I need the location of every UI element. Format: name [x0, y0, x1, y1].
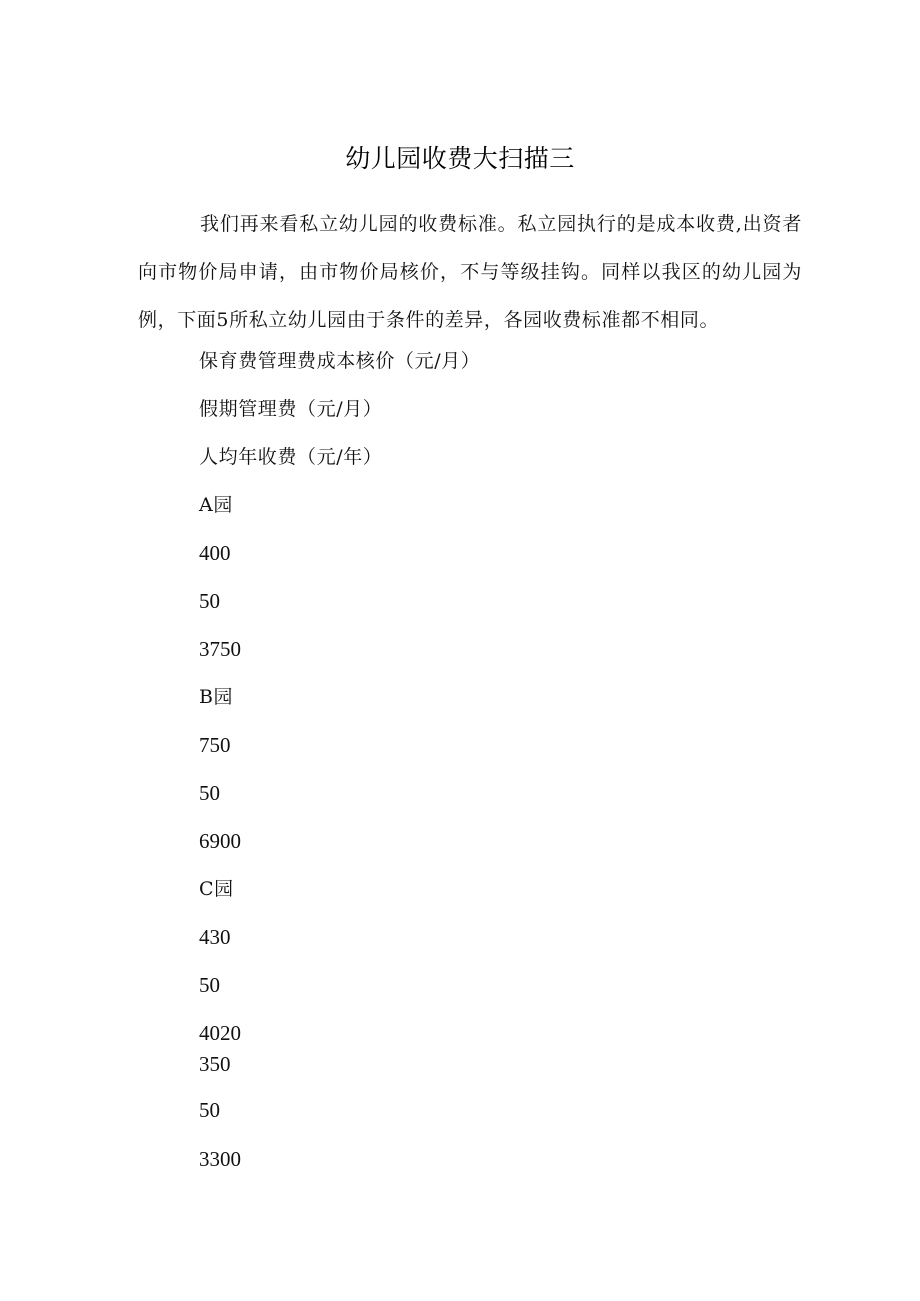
header-line-fee: 保育费管理费成本核价（元/月）	[199, 350, 481, 372]
kindergarten-c-annual: 4020	[199, 1021, 241, 1045]
kindergarten-a-name: A园	[199, 494, 233, 516]
kindergarten-a-fee: 400	[199, 541, 231, 565]
document-title: 幼儿园收费大扫描三	[345, 144, 575, 173]
extra-fee: 350	[199, 1052, 231, 1076]
kindergarten-b-annual: 6900	[199, 829, 241, 853]
kindergarten-c-holiday: 50	[199, 973, 220, 997]
header-line-holiday: 假期管理费（元/月）	[199, 398, 383, 420]
header-line-annual: 人均年收费（元/年）	[199, 446, 383, 468]
kindergarten-c-name: C园	[199, 878, 234, 900]
extra-annual: 3300	[199, 1147, 241, 1171]
kindergarten-b-name: B园	[199, 686, 234, 708]
kindergarten-b-fee: 750	[199, 733, 231, 757]
kindergarten-b-holiday: 50	[199, 781, 220, 805]
kindergarten-a-annual: 3750	[199, 637, 241, 661]
intro-paragraph: 我们再来看私立幼儿园的收费标准。私立园执行的是成本收费,出资者向市物价局申请，由市物价局核价，不与等级挂钩。同样以我区的幼儿园为例，下面5所私立幼儿园由于条件的差异，各园收费标准都不相同。	[138, 213, 802, 331]
kindergarten-c-fee: 430	[199, 925, 231, 949]
kindergarten-a-holiday: 50	[199, 589, 220, 613]
extra-holiday: 50	[199, 1098, 220, 1122]
